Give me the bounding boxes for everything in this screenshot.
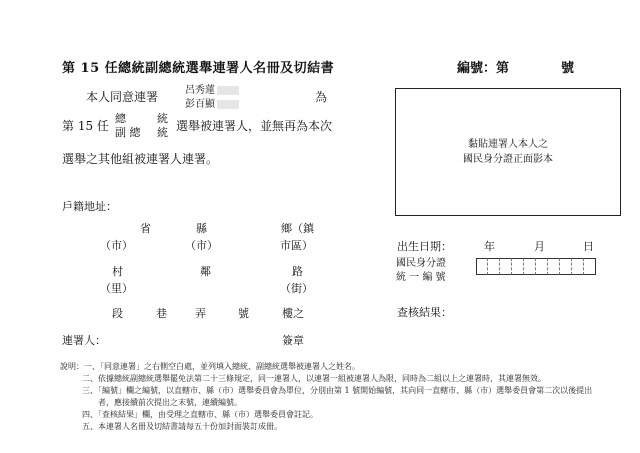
candidate-1: 呂秀蓮 (185, 81, 239, 96)
signer-label: 連署人： (62, 334, 106, 347)
note-4: 四、「查核結果」欄，由受理之直轄市、縣（市）選舉委員會註記。 (82, 410, 318, 419)
addr-xiang: 鄉（鎮 (281, 222, 314, 235)
statement-wei: 為 (315, 90, 328, 104)
addr-lu: 路 (292, 265, 303, 278)
id-number-boxes[interactable] (476, 258, 596, 275)
note-3-cont: 者，應接續前次提出之末號，連續編號。 (98, 398, 242, 407)
notes (60, 361, 592, 433)
id-number-label: 國民身分證 統 一 編 號 (396, 258, 446, 283)
note-1: 說明：一、「同意連署」之右側空白處，並列填入總統、副總統選舉被連署人之姓名。 (60, 362, 360, 371)
word-zong: 總 (115, 112, 126, 125)
word-fuzong: 副 總 (115, 126, 141, 139)
candidate-2: 彭百顯 (185, 95, 239, 110)
word-tong-2: 統 (157, 126, 168, 139)
statement-line3: 選舉之其他組被連署人連署。 (62, 152, 219, 166)
id-photo-box[interactable] (395, 88, 621, 216)
addr-li: （里） (100, 282, 133, 295)
address-label: 戶籍地址： (62, 200, 117, 213)
word-tong: 統 (157, 112, 168, 125)
serial-number (457, 57, 574, 76)
birth-day: 日 (583, 240, 594, 253)
form-title: 第 15 任總統副總統選舉連署人名冊及切結書 (62, 61, 335, 76)
addr-duan: 段 (112, 307, 123, 320)
addr-lou: 樓之 (282, 307, 304, 320)
statement-intro: 本人同意連署 (86, 90, 159, 104)
statement-rest: 選舉被連署人，並無再為本次 (176, 119, 333, 133)
verify-label: 查核結果： (397, 306, 452, 319)
serial-suffix: 號 (561, 61, 575, 76)
birth-label: 出生日期： (397, 240, 452, 253)
addr-hao: 號 (238, 307, 249, 320)
statement-term: 第 15 任 (62, 119, 109, 133)
signer-sign: 簽章 (282, 334, 304, 347)
addr-lin: 鄰 (200, 265, 211, 278)
addr-shi-1: （市） (100, 239, 133, 252)
addr-cun: 村 (112, 265, 123, 278)
serial-label: 編號：第 (457, 61, 510, 76)
birth-month: 月 (534, 240, 545, 253)
note-3: 三、「編號」欄之編號，以直轄市、縣（市）選舉委員會為單位，分別由第 1 號開始編號，其向同一直轄市、縣（市）選舉委員會第二次以後提出 (82, 386, 593, 395)
addr-nong: 弄 (195, 307, 206, 320)
addr-sheng: 省 (140, 222, 151, 235)
birth-year: 年 (484, 240, 495, 253)
addr-xian: 縣 (196, 222, 207, 235)
addr-xiang2: 巷 (156, 307, 167, 320)
addr-jie: （街） (280, 282, 313, 295)
note-5: 五、本連署人名冊及切結書請每五十份加封面裝訂成冊。 (82, 422, 282, 431)
addr-shiqu: 市區） (280, 239, 313, 252)
addr-shi-2: （市） (185, 239, 218, 252)
note-2: 二、依據總統副總統選舉罷免法第二十三條規定，同一連署人，以連署一組被連署人為限，同時為二組以上之連署時，其連署無效。 (82, 374, 546, 383)
photo-box-text: 黏貼連署人本人之 國民身分證正面影本 (463, 139, 553, 165)
